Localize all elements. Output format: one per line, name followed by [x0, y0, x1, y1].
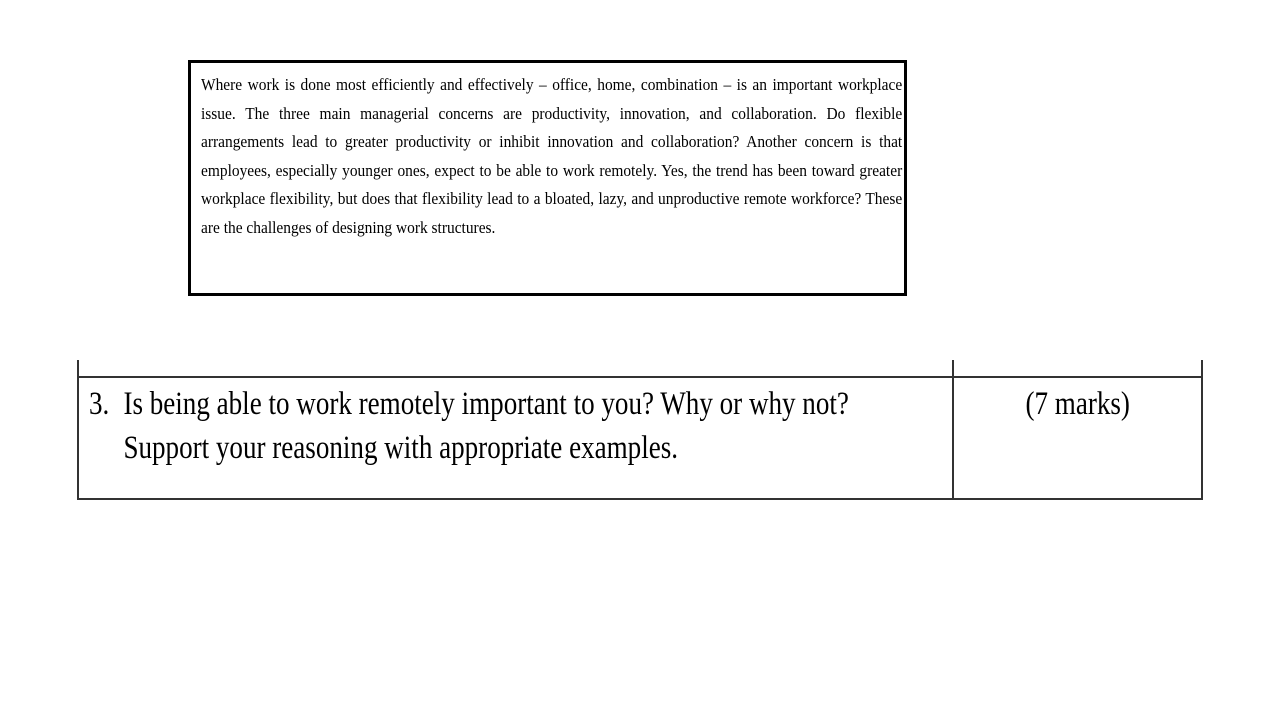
question-text-line-2: Support your reasoning with appropriate examples.: [123, 430, 679, 466]
question-text-line-1: Is being able to work remotely important to you? Why or why not?: [123, 386, 849, 422]
question-number: 3.: [89, 386, 110, 422]
question-line-2: [89, 426, 794, 470]
table-border-right: [1201, 360, 1203, 500]
question-cell: [89, 382, 949, 470]
table-border-bottom: [77, 498, 1203, 500]
table-border-middle: [952, 360, 954, 500]
passage-box: [188, 60, 907, 296]
table-border-left: [77, 360, 79, 500]
marks-cell: [954, 382, 1201, 426]
passage-text: Where work is done most efficiently and effectively – office, home, combination – is an important workplace issue. The three main managerial concerns are productivity, innovation, and collaboration. Do flexible arrangements lead to greater productivity or inhibit innovation and collaboration? Another concern is that employees, especially younger ones, expect to be able to work remotely. Yes, the trend has been toward greater workplace flexibility, but does that flexibility lead to a bloated, lazy, and unproductive remote workforce? These are the challenges of designing work structures.: [201, 75, 903, 237]
question-line-1: [89, 382, 849, 426]
question-marks: (7 marks): [1025, 386, 1130, 422]
table-border-top: [77, 376, 1203, 378]
question-table: [77, 360, 1203, 500]
